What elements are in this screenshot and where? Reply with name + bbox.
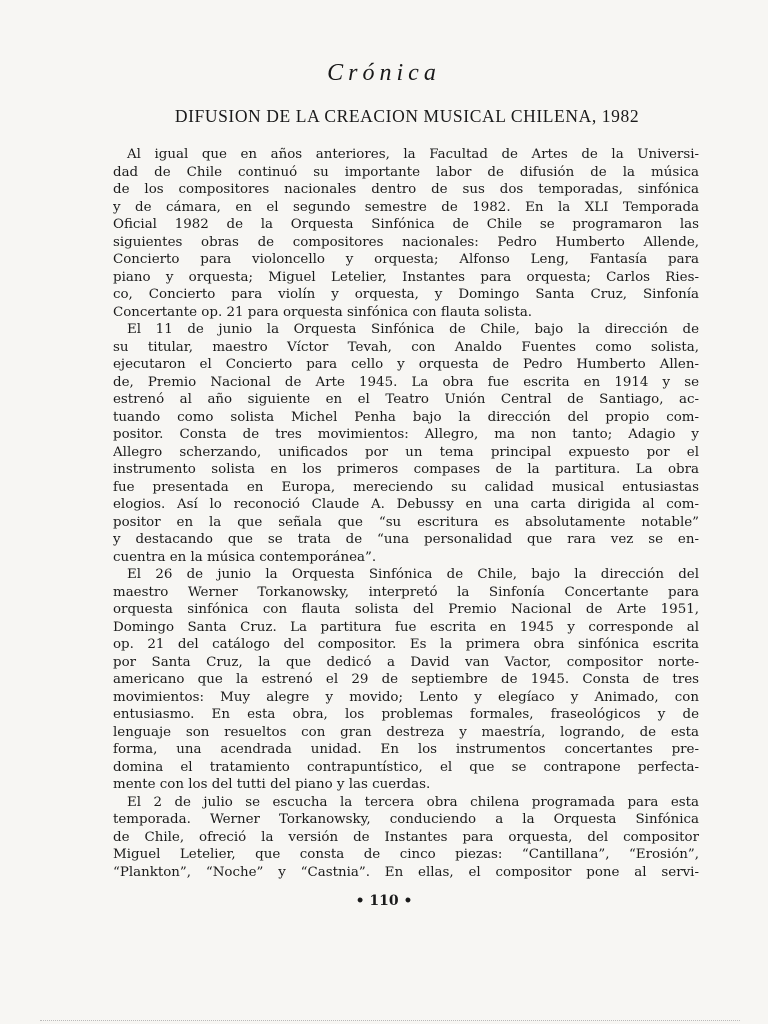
text-line: piano y orquesta; Miguel Letelier, Instantes para orquesta; Carlos Ries- [113,269,699,285]
page-number: • 110 • [355,893,413,909]
text-line: estrenó al año siguiente en el Teatro Unión Central de Santiago, ac- [113,392,699,407]
text-line: orquesta sinfónica con flauta solista del Premio Nacional de Arte 1951, [113,602,699,617]
text-line: Concierto para violoncello y orquesta; Alfonso Leng, Fantasía para [113,252,699,267]
text-line: de los compositores nacionales dentro de sus dos temporadas, sinfónica [113,182,699,197]
text-line: op. 21 del catálogo del compositor. Es la primera obra sinfónica escrita [113,637,699,652]
text-line: El 26 de junio la Orquesta Sinfónica de Chile, bajo la dirección del [127,567,699,582]
text-line: y de cámara, en el segundo semestre de 1982. En la XLI Temporada [113,199,699,215]
text-line: lenguaje son resueltos con gran destreza y maestría, logrando, de esta [113,724,699,740]
text-line: dad de Chile continuó su importante labor de difusión de la música [113,164,699,180]
text-line: elogios. Así lo reconoció Claude A. Debussy en una carta dirigida al com- [113,497,699,512]
text-line: de Chile, ofreció la versión de Instantes para orquesta, del compositor [113,829,699,845]
text-line: maestro Werner Torkanowsky, interpretó la Sinfonía Concertante para [113,584,699,600]
text-line: y destacando que se trata de “una personalidad que rara vez se en- [113,532,699,547]
text-line: tuando como solista Michel Penha bajo la dirección del propio com- [113,409,699,425]
text-line: Miguel Letelier, que consta de cinco piezas: “Cantillana”, “Erosión”, [113,847,699,862]
article-title: DIFUSION DE LA CREACION MUSICAL CHILENA, 1982 [174,106,640,126]
text-line: instrumento solista en los primeros compases de la partitura. La obra [113,462,699,477]
text-line: Allegro scherzando, unificados por un tema principal expuesto por el [113,444,699,460]
text-line: Al igual que en años anteriores, la Facultad de Artes de la Universi- [127,147,699,162]
text-line: fue presentada en Europa, mereciendo su calidad musical entusiastas [113,479,699,495]
text-line: su titular, maestro Víctor Tevah, con Analdo Fuentes como solista, [113,339,699,355]
text-line: El 11 de junio la Orquesta Sinfónica de Chile, bajo la dirección de [127,322,699,337]
text-line: Concertante op. 21 para orquesta sinfónica con flauta solista. [113,304,533,320]
text-line: movimientos: Muy alegre y movido; Lento y elegíaco y Animado, con [113,689,699,705]
page-edge-divider [40,1020,740,1022]
text-line: mente con los del tutti del piano y las cuerdas. [113,777,431,792]
text-line: “Plankton”, “Noche” y “Castnia”. En ellas, el compositor pone al servi- [113,864,699,880]
section-title: Crónica [327,60,441,86]
text-line: Oficial 1982 de la Orquesta Sinfónica de Chile se programaron las [113,217,699,232]
text-line: cuentra en la música contemporánea”. [113,549,377,565]
text-line: Domingo Santa Cruz. La partitura fue escrita en 1945 y corresponde al [113,619,699,635]
text-line: co, Concierto para violín y orquesta, y Domingo Santa Cruz, Sinfonía [113,287,699,302]
text-line: El 2 de julio se escucha la tercera obra chilena programada para esta [127,794,699,810]
text-line: de, Premio Nacional de Arte 1945. La obra fue escrita en 1914 y se [113,374,699,390]
article-body [113,146,699,881]
text-line: positor en la que señala que “su escritura es absolutamente notable” [113,514,699,530]
text-line: temporada. Werner Torkanowsky, conduciendo a la Orquesta Sinfónica [113,812,699,827]
text-line: domina el tratamiento contrapuntístico, el que se contrapone perfecta- [113,759,699,775]
text-line: entusiasmo. En esta obra, los problemas formales, fraseológicos y de [113,707,699,722]
text-line: siguientes obras de compositores nacionales: Pedro Humberto Allende, [113,234,699,250]
text-line: americano que la estrenó el 29 de septiembre de 1945. Consta de tres [113,672,699,687]
text-line: positor. Consta de tres movimientos: Allegro, ma non tanto; Adagio y [113,427,699,442]
text-line: ejecutaron el Concierto para cello y orquesta de Pedro Humberto Allen- [113,357,699,372]
text-line: por Santa Cruz, la que dedicó a David van Vactor, compositor norte- [113,654,699,670]
text-line: forma, una acendrada unidad. En los instrumentos concertantes pre- [113,742,699,757]
